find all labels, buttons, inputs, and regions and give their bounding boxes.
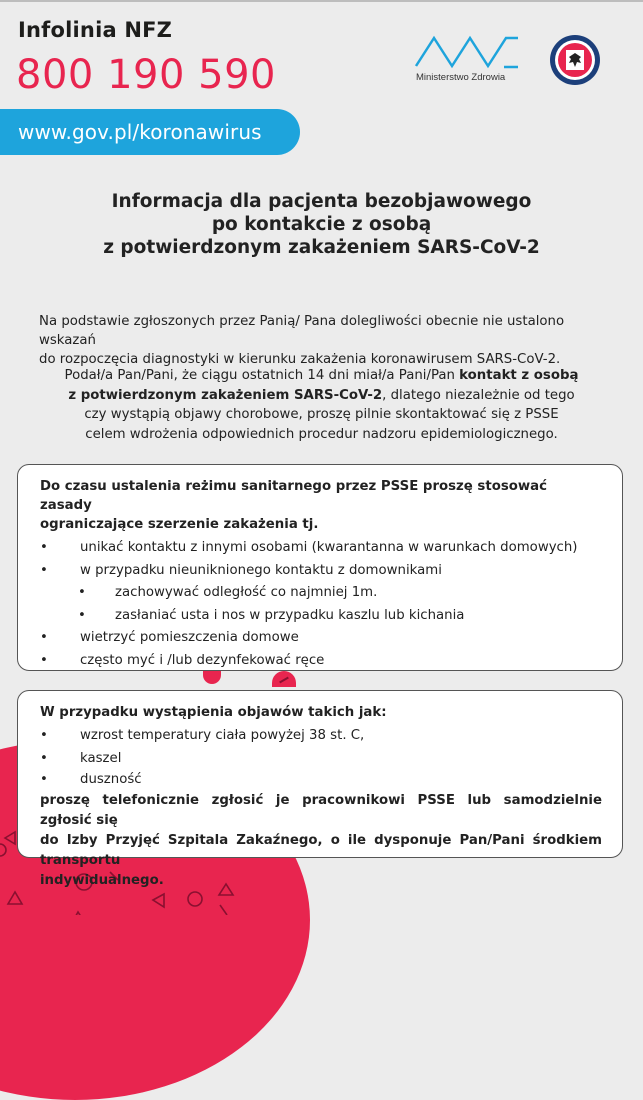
bold-span: kontakt z osobą <box>459 368 579 383</box>
paragraph-line <box>30 386 613 406</box>
decorative-dot <box>203 670 221 684</box>
list-item-text: wietrzyć pomieszczenia domowe <box>80 630 299 645</box>
closing-line: proszę telefonicznie zgłosić je pracownikowi PSSE lub samodzielnie zgłosić się <box>40 793 602 828</box>
heading-line: ograniczające szerzenie zakażenia tj. <box>40 517 319 532</box>
list-item <box>40 650 602 673</box>
website-link[interactable]: www.gov.pl/koronawirus <box>0 109 300 155</box>
bullet-icon: • <box>40 562 48 578</box>
list-item-text: zachowywać odległość co najmniej 1m. <box>115 585 378 600</box>
list-item-text: wzrost temperatury ciała powyżej 38 st. C, <box>80 728 365 743</box>
list-item-text: unikać kontaktu z innymi osobami (kwarantanna w warunkach domowych) <box>80 540 578 555</box>
box-heading <box>40 477 602 534</box>
paragraph-line: celem wdrożenia odpowiednich procedur nadzoru epidemiologicznego. <box>85 426 558 442</box>
sub-list-item <box>40 582 602 605</box>
intro-paragraph <box>39 312 619 369</box>
ministry-of-health-logo <box>414 34 524 86</box>
triangle-shape <box>153 894 164 907</box>
triangle-shape <box>72 912 85 915</box>
list-item <box>40 748 602 771</box>
list-item-text: duszność <box>80 772 142 787</box>
hotline-phone-number[interactable]: 800 190 590 <box>16 52 276 98</box>
bullet-icon: • <box>78 607 86 623</box>
paragraph-line <box>30 366 613 386</box>
symptoms-box <box>17 690 623 888</box>
circle-shape <box>0 844 6 856</box>
mz-wave-icon <box>414 34 520 70</box>
list-item <box>40 560 602 583</box>
title-line: Informacja dla pacjenta bezobjawowego <box>111 191 532 212</box>
paragraph-line: czy wystąpią objawy chorobowe, proszę pilnie skontaktować się z PSSE <box>84 407 559 422</box>
circle-shape <box>188 892 202 906</box>
box-heading: W przypadku wystąpienia objawów takich jak: <box>40 705 387 720</box>
paragraph-line: Na podstawie zgłoszonych przez Panią/ Pana dolegliwości obecnie nie ustalono wskazań <box>39 314 565 348</box>
closing-instructions <box>40 791 602 891</box>
decorative-dot <box>272 671 296 687</box>
list-item-text: kaszel <box>80 750 122 766</box>
bullet-icon: • <box>40 728 48 743</box>
list-item-text: często myć i /lub dezynfekować ręce <box>80 652 325 668</box>
triangle-shape <box>8 892 22 904</box>
list-item <box>40 537 602 560</box>
sanitary-rules-box <box>17 464 623 671</box>
sanitary-inspection-logo <box>549 34 601 86</box>
bullet-icon: • <box>40 772 48 787</box>
hotline-label: Infolinia NFZ <box>18 18 173 42</box>
contact-paragraph <box>30 366 613 444</box>
ministry-caption: Ministerstwo Zdrowia <box>416 72 506 83</box>
dash-shape <box>220 905 227 915</box>
bullet-icon: • <box>40 540 48 555</box>
bullet-icon: • <box>40 652 48 668</box>
bold-span: z potwierdzonym zakażeniem SARS-CoV-2 <box>68 387 383 403</box>
list-item-text: w przypadku nieuniknionego kontaktu z domownikami <box>80 562 442 578</box>
title-line: z potwierdzonym zakażeniem SARS-CoV-2 <box>103 237 540 258</box>
closing-line: indywidualnego. <box>40 873 164 888</box>
bullet-icon: • <box>78 585 86 600</box>
closing-line: do Izby Przyjęć Szpitala Zakaźnego, o ile dysponuje Pan/Pani środkiem transportu <box>40 833 602 868</box>
title-line: po kontakcie z osobą <box>211 214 432 235</box>
list-item <box>40 725 602 748</box>
triangle-shape <box>5 832 15 844</box>
list-item-text: zasłaniać usta i nos w przypadku kaszlu lub kichania <box>115 607 465 623</box>
document-title <box>0 190 643 259</box>
heading-line: Do czasu ustalenia reżimu sanitarnego przez PSSE proszę stosować zasady <box>40 479 548 513</box>
list-item <box>40 770 602 790</box>
bullet-icon: • <box>40 750 48 766</box>
sub-list-item <box>40 605 602 628</box>
text-span: , dlatego niezależnie od tego <box>382 387 575 403</box>
list-item <box>40 627 602 650</box>
text-span: Podał/a Pan/Pani, że ciągu ostatnich 14 dni miał/a Pani/Pan <box>64 368 460 383</box>
paragraph-line: do rozpoczęcia diagnostyki w kierunku zakażenia koronawirusem SARS-CoV-2. <box>39 352 561 367</box>
bullet-icon: • <box>40 630 48 645</box>
